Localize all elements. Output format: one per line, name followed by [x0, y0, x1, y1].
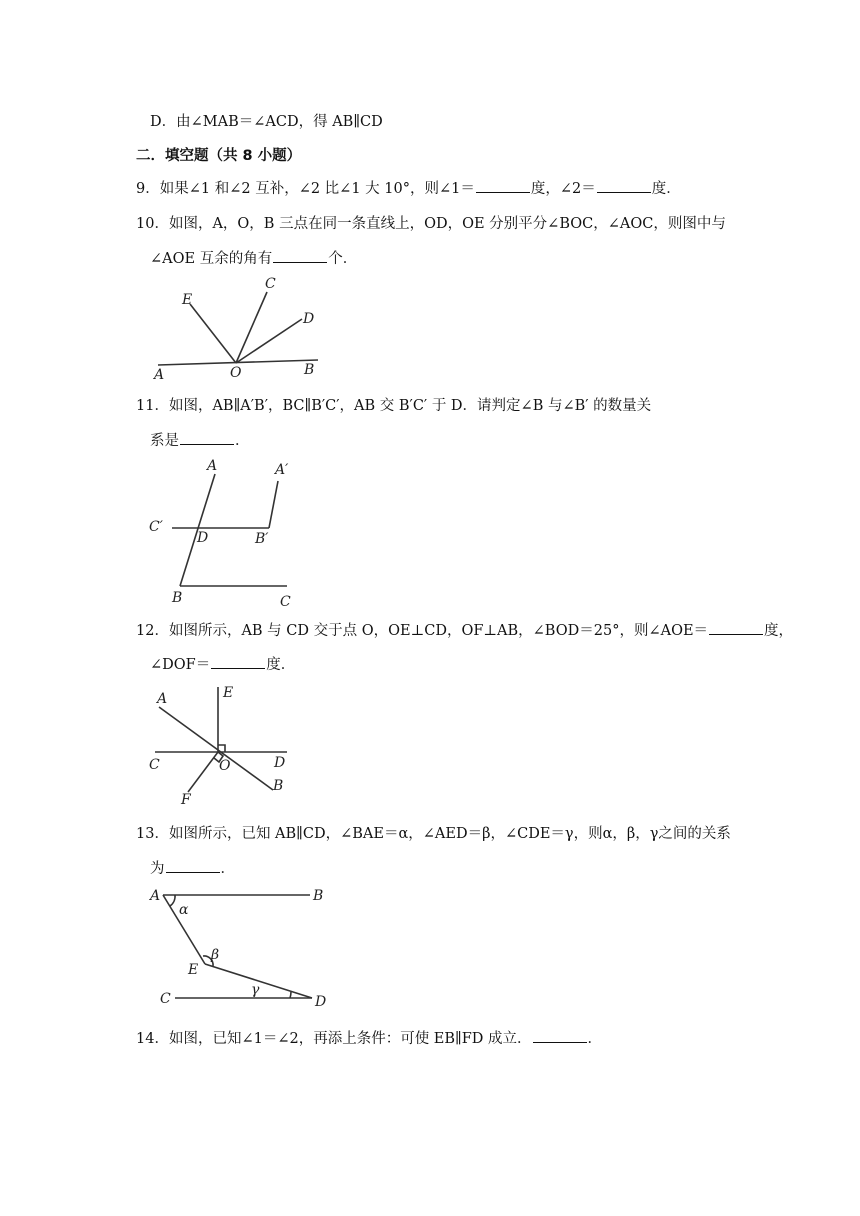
- q12-text: 12．如图所示，AB 与 CD 交于点 O，OE⊥CD，OF⊥AB，∠BOD＝25°，则∠AOE＝: [136, 623, 709, 639]
- q11-figure: [145, 456, 305, 611]
- label-O: O: [219, 758, 231, 774]
- label-C: C: [160, 991, 171, 1007]
- q12-text: 度．: [266, 657, 296, 673]
- q9-text: 9．如果∠1 和∠2 互补，∠2 比∠1 大 10°，则∠1＝: [136, 181, 475, 197]
- q11-text: ．: [235, 433, 250, 449]
- question-14: [136, 1028, 602, 1049]
- question-11-line2: [150, 430, 250, 451]
- q13-text: ．: [220, 861, 235, 877]
- label-alpha: α: [179, 902, 189, 918]
- label-A: A: [150, 888, 161, 904]
- answer-blank[interactable]: [476, 178, 530, 193]
- label-E: E: [223, 685, 234, 701]
- answer-blank[interactable]: [709, 620, 763, 635]
- question-13-line2: [150, 858, 235, 879]
- question-10-line2: [150, 248, 357, 269]
- angle-gamma-arc: [290, 992, 291, 998]
- label-C: C: [280, 594, 291, 610]
- label-A: A: [157, 691, 168, 707]
- q14-text: 14．如图，已知∠1＝∠2，再添上条件：可使 EB∥FD 成立．: [136, 1031, 532, 1047]
- q12-text: ∠DOF＝: [150, 657, 211, 673]
- label-B: B: [172, 590, 183, 606]
- label-B-prime: B′: [255, 531, 269, 547]
- answer-blank[interactable]: [533, 1028, 587, 1043]
- line-B2A2: [269, 481, 278, 528]
- q9-text: 度，∠2＝: [530, 181, 596, 197]
- label-gamma: γ: [251, 982, 260, 998]
- question-10-line1: 10．如图，A，O，B 三点在同一条直线上，OD，OE 分别平分∠BOC，∠AOC，则图中与: [136, 216, 726, 232]
- label-F: F: [181, 792, 191, 808]
- label-O: O: [230, 365, 242, 381]
- angle-alpha-arc: [170, 895, 175, 906]
- q12-figure: [145, 682, 305, 812]
- label-A: A: [154, 367, 165, 383]
- q11-text: 系是: [150, 433, 179, 449]
- label-A: A: [207, 458, 218, 474]
- q14-text: ．: [587, 1031, 603, 1047]
- ray-OF: [188, 752, 218, 792]
- ray-OE: [190, 304, 236, 363]
- q10-text: 个．: [328, 251, 358, 267]
- label-beta: β: [211, 947, 220, 963]
- question-9: [136, 178, 681, 199]
- label-E: E: [182, 292, 193, 308]
- label-B: B: [273, 778, 284, 794]
- q13-figure: [145, 884, 335, 1014]
- label-D: D: [274, 755, 286, 771]
- q12-text: 度，: [764, 623, 794, 639]
- answer-blank[interactable]: [273, 248, 327, 263]
- label-A-prime: A′: [275, 462, 289, 478]
- q8-option-d: D．由∠MAB＝∠ACD，得 AB∥CD: [150, 114, 383, 130]
- q9-text: 度．: [651, 181, 681, 197]
- answer-blank[interactable]: [597, 178, 651, 193]
- label-D: D: [303, 311, 315, 327]
- label-B: B: [304, 362, 315, 378]
- answer-blank[interactable]: [180, 430, 234, 445]
- q10-text: ∠AOE 互余的角有: [150, 251, 273, 267]
- label-C: C: [149, 757, 160, 773]
- label-D: D: [315, 994, 327, 1010]
- question-12-line1: [136, 620, 793, 641]
- label-E: E: [188, 962, 199, 978]
- q10-figure: [150, 272, 350, 382]
- label-B: B: [313, 888, 324, 904]
- answer-blank[interactable]: [211, 654, 265, 669]
- answer-blank[interactable]: [166, 858, 220, 873]
- question-12-line2: [150, 654, 295, 675]
- q13-text: 为: [150, 861, 165, 877]
- label-D: D: [197, 530, 209, 546]
- question-11-line1: 11．如图，AB∥A′B′，BC∥B′C′，AB 交 B′C′ 于 D．请判定∠B 与∠B′ 的数量关: [136, 398, 652, 414]
- label-C-prime: C′: [149, 519, 163, 535]
- section-title: 二．填空题（共 8 小题）: [136, 148, 302, 164]
- question-13-line1: 13．如图所示，已知 AB∥CD，∠BAE＝α，∠AED＝β，∠CDE＝γ，则α，β，γ之间的关系: [136, 826, 731, 842]
- label-C: C: [265, 276, 276, 292]
- line-AB: [159, 707, 273, 790]
